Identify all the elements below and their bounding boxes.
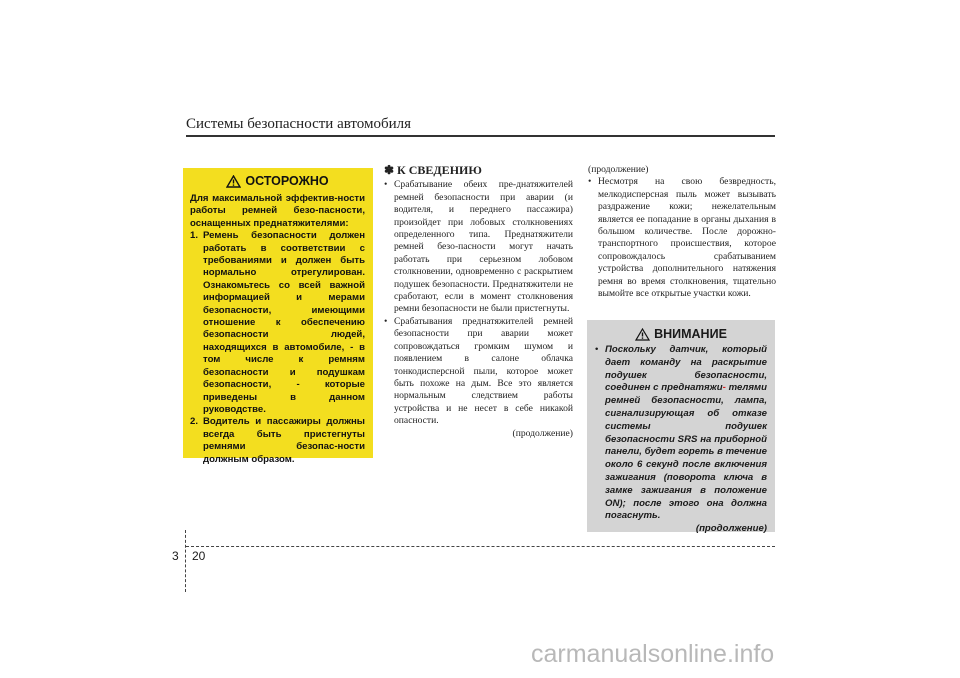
right-column <box>588 164 776 300</box>
caution-item-number: 2. <box>190 416 199 428</box>
notice-bullet-text <box>605 344 767 523</box>
caution-intro: Для максимальной эффектив-ности работы ремней безо-пасности, оснащенных преднатяжителями: <box>190 193 365 229</box>
bullet-icon: • <box>588 176 592 188</box>
hyphen-mark: - <box>722 382 726 394</box>
caution-item-2 <box>190 416 365 466</box>
watermark: carmanualsonline.info <box>531 640 775 668</box>
notice-title-text: ВНИМАНИЕ <box>654 327 727 342</box>
caution-item-1 <box>190 230 365 416</box>
right-bullet <box>588 176 776 300</box>
warning-triangle-icon <box>226 175 241 188</box>
caution-title <box>190 175 365 188</box>
info-heading: ✽ К СВЕДЕНИЮ <box>384 163 482 177</box>
right-bullet-text: Несмотря на свою безвредность, мелкодисперсная пыль может вызывать раздражение кожи; нежелательным является ее попадание в органы дыхания в большом количестве. После дорожно-транспортного происшествия, которое сопровождалось срабатыванием устройства дополнительного натяжения ремня во время столкновения, тщательно вымойте все открытые участки кожи. <box>598 176 776 300</box>
page-number: 20 <box>192 549 206 563</box>
caution-item-text: Водитель и пассажиры должны всегда быть пристегнуты ремнями безопас-ности должным образом. <box>203 416 365 465</box>
continued-label: (продолжение) <box>512 427 573 439</box>
notice-text-part-a: Поскольку датчик, который дает команду на раскрытие подушек безопасности, соединен с преднатяжи <box>605 344 767 394</box>
info-bullet-text: Срабатывание обеих пре-днатяжителей ремней безопасности при аварии (и водителя, и переднего пассажира) произойдет при лобовых столкновениях определенного типа. Преднатяжители ремней безо-пасности могут начать работать при серьезном лобовом столкновении, одновременно с раскрытием подушек безопасности. Преднатяжители не сработают, если в момент столкновения ремни безопасности не были пристегнуты. <box>394 179 573 315</box>
footer-rule <box>186 546 775 547</box>
section-number: 3 <box>172 549 179 563</box>
info-column <box>384 164 573 440</box>
bullet-icon: • <box>384 179 388 191</box>
continued-top-label: (продолжение) <box>588 164 649 175</box>
notice-continued-label: (продолжение) <box>695 523 767 535</box>
info-bullet-1 <box>384 179 573 315</box>
caution-item-number: 1. <box>190 230 199 242</box>
notice-text-part-b: телями ремней безопасности, лампа, сигнализирующая об отказе системы подушек безопасности SRS на приборной панели, будет гореть в течение около 6 секунд после включения зажигания (поворота ключа в замке зажигания в положение ON); после этого она должна погаснуть. <box>605 382 767 522</box>
caution-title-text: ОСТОРОЖНО <box>245 174 329 189</box>
footer-divider <box>185 530 186 592</box>
notice-box <box>587 320 775 535</box>
header-rule <box>186 135 775 137</box>
info-bullet-text: Срабатывания преднатяжителей ремней безопасности при аварии может сопровождаться громким шумом и появлением в салоне облачка тонкодисперсной пыли, которое может быть похоже на дым. Все это является нормальным следствием работы устройства и не несет в себе никакой опасности. <box>394 315 573 427</box>
notice-bullet <box>595 344 767 523</box>
info-bullet-2 <box>384 316 573 428</box>
page-header-title: Системы безопасности автомобиля <box>186 116 412 132</box>
caution-item-text: Ремень безопасности должен работать в соответствии с требованиями и должен быть нормально отрегулирован. Ознакомьтесь со всей важной информацией и мерами безопасности, имеющими отношение к обеспечению безопасности людей, находящихся в автомобиле, - в том числе к ремням безопасности и подушкам безопасности, - которые приведены в данном руководстве. <box>203 230 365 415</box>
bullet-icon: • <box>384 315 388 327</box>
warning-triangle-icon <box>635 328 650 341</box>
bullet-icon: • <box>595 344 599 355</box>
caution-box <box>183 168 373 465</box>
notice-title <box>595 328 767 341</box>
